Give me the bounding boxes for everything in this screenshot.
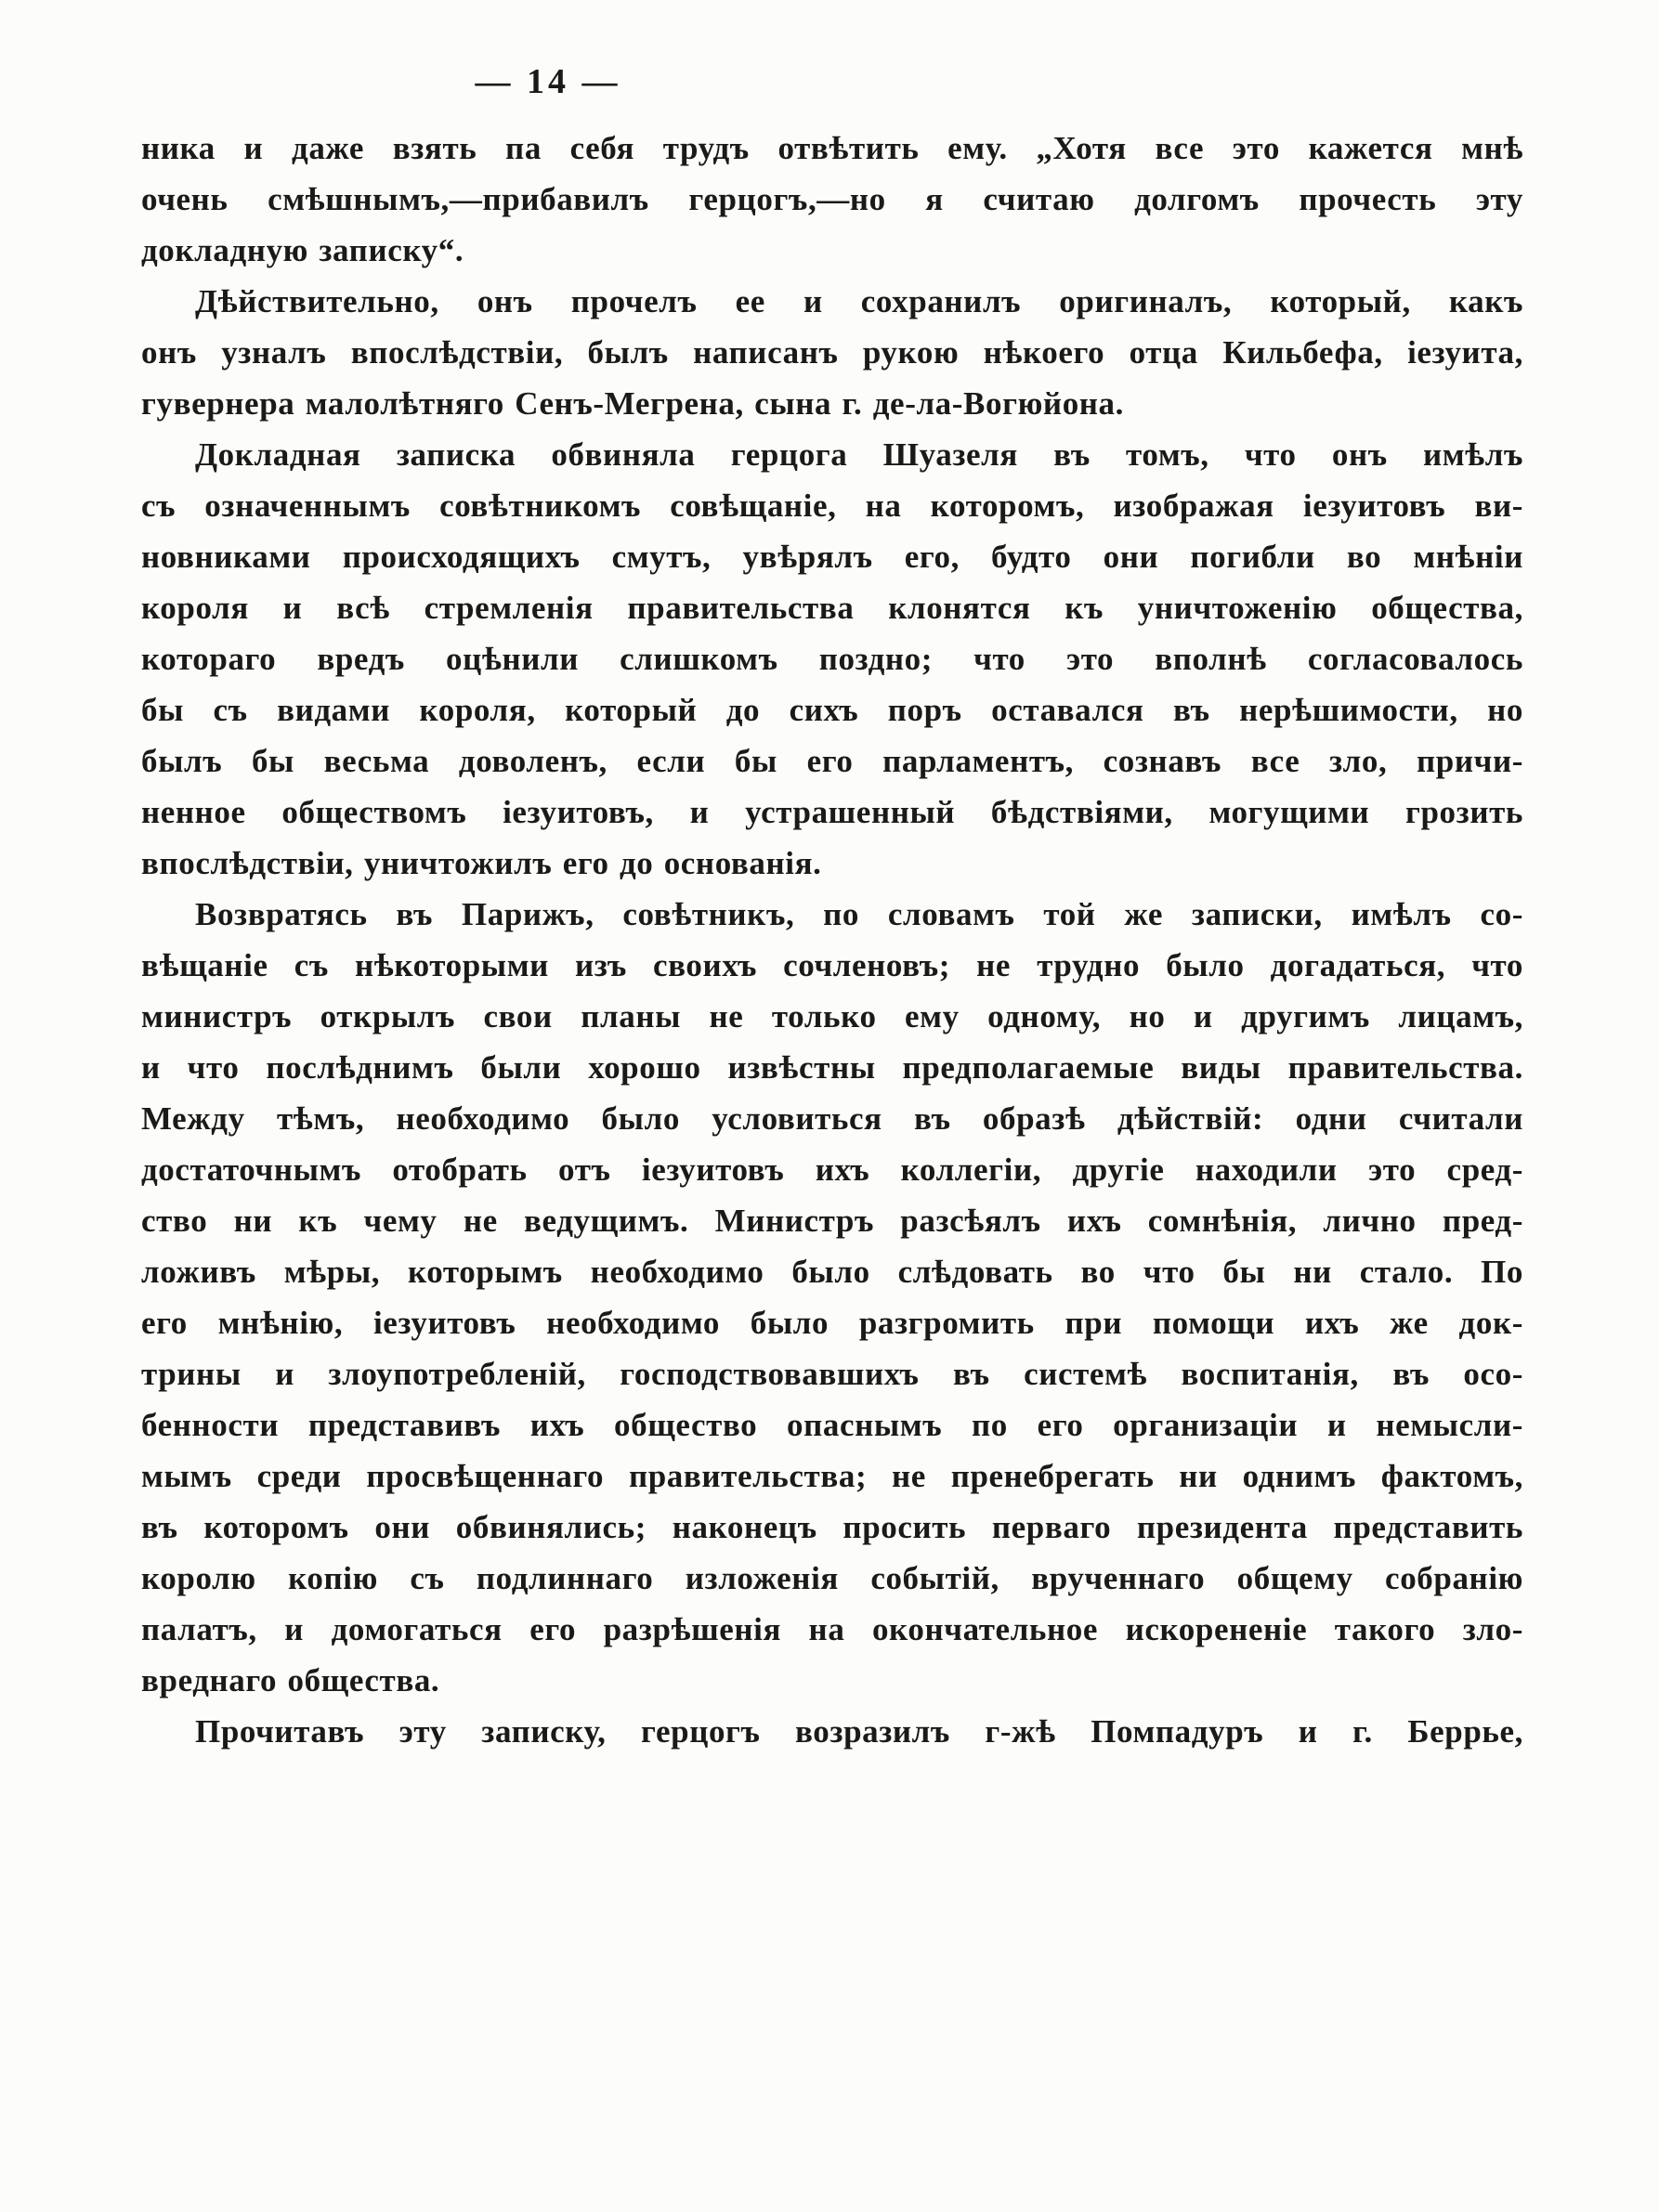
text-line: вѣщаніе съ нѣкоторыми изъ своихъ сочленовъ; не трудно было догадаться, что xyxy=(141,947,1523,983)
text-line: бы съ видами короля, который до сихъ поръ оставался въ нерѣшимости, но xyxy=(141,692,1523,728)
text-line: котораго вредъ оцѣнили слишкомъ поздно; что это вполнѣ согласовалось xyxy=(141,641,1523,677)
text-line: ника и даже взять па себя трудъ отвѣтить ему. „Хотя все это кажется мнѣ xyxy=(141,130,1523,166)
text-line: Докладная записка обвиняла герцога Шуазеля въ томъ, что онъ имѣлъ xyxy=(195,436,1523,473)
text-line: ненное обществомъ іезуитовъ, и устрашенный бѣдствіями, могущими грозить xyxy=(141,794,1523,830)
paragraph xyxy=(141,276,1523,429)
text-line: докладную записку“. xyxy=(141,232,464,268)
text-line: Дѣйствительно, онъ прочелъ ее и сохранилъ оригиналъ, который, какъ xyxy=(195,283,1523,319)
text-line: очень смѣшнымъ,—прибавилъ герцогъ,—но я считаю долгомъ прочесть эту xyxy=(141,181,1523,217)
text-line: Между тѣмъ, необходимо было условиться въ образѣ дѣйствій: одни считали xyxy=(141,1100,1523,1137)
text-line: вреднаго общества. xyxy=(141,1662,440,1698)
text-line: его мнѣнію, іезуитовъ необходимо было разгромить при помощи ихъ же док- xyxy=(141,1305,1523,1341)
paragraph xyxy=(141,889,1523,1706)
text-line: палатъ, и домогаться его разрѣшенія на окончательное искорененіе такого зло- xyxy=(141,1611,1523,1647)
text-line: мымъ среди просвѣщеннаго правительства; не пренебрегать ни однимъ фактомъ, xyxy=(141,1458,1523,1494)
text-line: гувернера малолѣтняго Сенъ-Мегрена, сына г. де-ла-Вогюйона. xyxy=(141,385,1125,422)
text-line: Прочитавъ эту записку, герцогъ возразилъ г-жѣ Помпадуръ и г. Беррье, xyxy=(195,1713,1523,1750)
text-line: достаточнымъ отобрать отъ іезуитовъ ихъ коллегіи, другіе находили это сред- xyxy=(141,1152,1523,1188)
paragraph xyxy=(141,123,1523,276)
text-line: впослѣдствіи, уничтожилъ его до основанія. xyxy=(141,845,822,881)
text-line: трины и злоупотребленій, господствовавшихъ въ системѣ воспитанія, въ осо- xyxy=(141,1356,1523,1392)
page-number: — 14 — xyxy=(475,62,621,101)
paragraph xyxy=(141,429,1523,889)
paragraph xyxy=(141,1706,1523,1757)
text-line: ложивъ мѣры, которымъ необходимо было слѣдовать во что бы ни стало. По xyxy=(141,1254,1523,1290)
text-line: короля и всѣ стремленія правительства клонятся къ уничтоженію общества, xyxy=(141,590,1523,626)
text-line: съ означеннымъ совѣтникомъ совѣщаніе, на которомъ, изображая іезуитовъ ви- xyxy=(141,488,1523,524)
text-line: ство ни къ чему не ведущимъ. Министръ разсѣялъ ихъ сомнѣнія, лично пред- xyxy=(141,1203,1523,1239)
text-line: въ которомъ они обвинялись; наконецъ просить перваго президента представить xyxy=(141,1509,1523,1545)
text-line: Возвратясь въ Парижъ, совѣтникъ, по словамъ той же записки, имѣлъ со- xyxy=(195,896,1523,932)
text-line: и что послѣднимъ были хорошо извѣстны предполагаемые виды правительства. xyxy=(141,1049,1523,1086)
text-line: новниками происходящихъ смутъ, увѣрялъ его, будто они погибли во мнѣніи xyxy=(141,539,1523,575)
text-line: министръ открылъ свои планы не только ему одному, но и другимъ лицамъ, xyxy=(141,998,1523,1034)
text-line: бенности представивъ ихъ общество опаснымъ по его организаціи и немысли- xyxy=(141,1407,1523,1443)
text-line: онъ узналъ впослѣдствіи, былъ написанъ рукою нѣкоего отца Кильбефа, іезуита, xyxy=(141,334,1523,371)
text-line: былъ бы весьма доволенъ, если бы его парламентъ, сознавъ все зло, причи- xyxy=(141,743,1523,779)
text-line: королю копію съ подлиннаго изложенія событій, врученнаго общему собранію xyxy=(141,1560,1523,1596)
page-text xyxy=(141,123,1523,1757)
